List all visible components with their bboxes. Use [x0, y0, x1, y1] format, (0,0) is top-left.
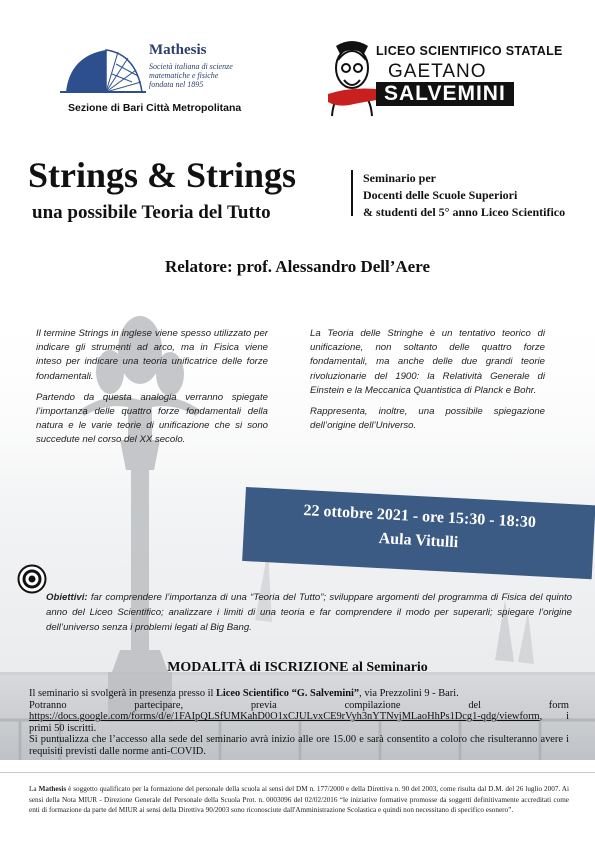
- mathesis-title: Mathesis: [149, 42, 207, 58]
- mathesis-subtitle-line-1: Società italiana di scienze: [149, 62, 233, 71]
- obiettivi-body: far comprendere l’importanza di una “Teoria del Tutto”; sviluppare argomenti del programma di Fisica del quinto anno del Liceo Scientifico; analizzare i limiti di una teoria e far comprendere il modo per superarli; spiegare l’origine dell’universo senza i problemi legati al Big Bang.: [46, 592, 572, 633]
- iscrizione-paragraph-3: Si puntualizza che l’accesso alla sede del seminario avrà inizio alle ore 15.00 e sarà consentito a coloro che risulteranno avere i requisiti previsti dalle norme anti-COVID.: [29, 734, 569, 757]
- liceo-name-line-3: SALVEMINI: [376, 82, 514, 106]
- footer-divider: [0, 772, 595, 773]
- page-subtitle: una possibile Teoria del Tutto: [32, 202, 271, 223]
- obiettivi-text: [46, 591, 572, 635]
- iscrizione-limit: , i primi 50 iscritti.: [29, 711, 569, 734]
- date-time: 22 ottobre 2021 - ore 15:30 - 18:30: [303, 502, 537, 532]
- modalita-heading: MODALITÀ di ISCRIZIONE al Seminario: [167, 660, 428, 675]
- room-name: Aula Vitulli: [378, 530, 459, 552]
- iscrizione-text: Il seminario si svolgerà in presenza presso il: [29, 688, 216, 699]
- left-paragraph-1: Il termine Strings in inglese viene spesso utilizzato per indicare gli strumenti ad arco, ma in Fisica viene inteso per indicare una teoria unificatrice delle forze fondamentali.: [36, 328, 268, 382]
- left-paragraph-2: Partendo da questa analogia verranno spiegate l’importanza delle quattro forze fondamentali della natura e le varie teorie di unificazione che si sono succedute nel corso del XX secolo.: [36, 391, 268, 446]
- iscrizione-address: , via Prezzolini 9 - Bari.: [359, 688, 459, 699]
- mathesis-subtitle: [149, 62, 259, 89]
- footer-text-c: è soggetto qualificato per la formazione del personale della scuola ai sensi del DM n. 177/2000 e della Direttiva n. 90 del 2003, come risulta dal D.M. del 26 luglio 2007. Ai sensi della Nota MIUR - Direzione Generale del Personale della Scuola Prot. n. 0003096 del 02/02/2016 “le iniziative formative promosse da soggetti definitivamente accreditati come enti di formazione da parte del MIUR ai sensi della Direttiva 90/2003 sono riconosciute dall'Amministrazione Scolastica e quindi non necessitano di specifico esonero”.: [29, 785, 569, 815]
- right-paragraph-1: La Teoria delle Stringhe è un tentativo teorico di unificazione, non soltanto delle quattro forze fondamentali, ma anche delle due grandi teorie rivoluzionarie del 1900: la Relatività Generale di Einstein e la Meccanica Quantistica di Planck e Bohr.: [310, 328, 545, 396]
- registration-form-link[interactable]: https://docs.google.com/forms/d/e/1FAIpQLSfUMKahD0O1xCJULvxCE9rVyh3nYTNvjMLaoHhPs1Dcg1-qdg/viewform: [29, 711, 540, 723]
- mathesis-sezione: Sezione di Bari Città Metropolitana: [68, 102, 242, 114]
- audience-line-2: Docenti delle Scuole Superiori: [363, 188, 518, 202]
- liceo-venue: Liceo Scientifico “G. Salvemini”: [215, 688, 360, 699]
- mathesis-subtitle-line-2: matematiche e fisiche: [149, 71, 219, 80]
- footer-note: [29, 784, 569, 816]
- mathesis-subtitle-line-3: fondata nel 1895: [149, 80, 204, 89]
- mathesis-logo-icon: [60, 46, 146, 96]
- footer-mathesis: Mathesis: [38, 785, 67, 793]
- iscrizione-block: [29, 688, 569, 758]
- audience-block: [363, 170, 565, 221]
- relatore: Relatore: prof. Alessandro Dell’Aere: [164, 257, 431, 276]
- obiettivi-label: Obiettivi:: [46, 592, 88, 603]
- page-title: Strings & Strings: [28, 155, 297, 195]
- iscrizione-paragraph-2: [29, 700, 569, 735]
- liceo-name-line-2: GAETANO: [388, 61, 487, 82]
- liceo-name-line-1: LICEO SCIENTIFICO STATALE: [376, 44, 563, 58]
- target-icon: [17, 564, 47, 594]
- audience-line-3: & studenti del 5° anno Liceo Scientifico: [363, 205, 566, 219]
- footer-text-a: La: [29, 785, 39, 793]
- iscrizione-form-text: Potranno partecipare, previa compilazione del form: [29, 699, 569, 711]
- audience-line-1: Seminario per: [363, 171, 436, 185]
- title-divider: [351, 170, 353, 216]
- right-paragraph-2: Rappresenta, inoltre, una possibile spiegazione dell’origine dell’Universo.: [310, 406, 545, 432]
- iscrizione-paragraph-1: [29, 688, 569, 700]
- right-column: [310, 327, 545, 440]
- left-column: [36, 327, 268, 455]
